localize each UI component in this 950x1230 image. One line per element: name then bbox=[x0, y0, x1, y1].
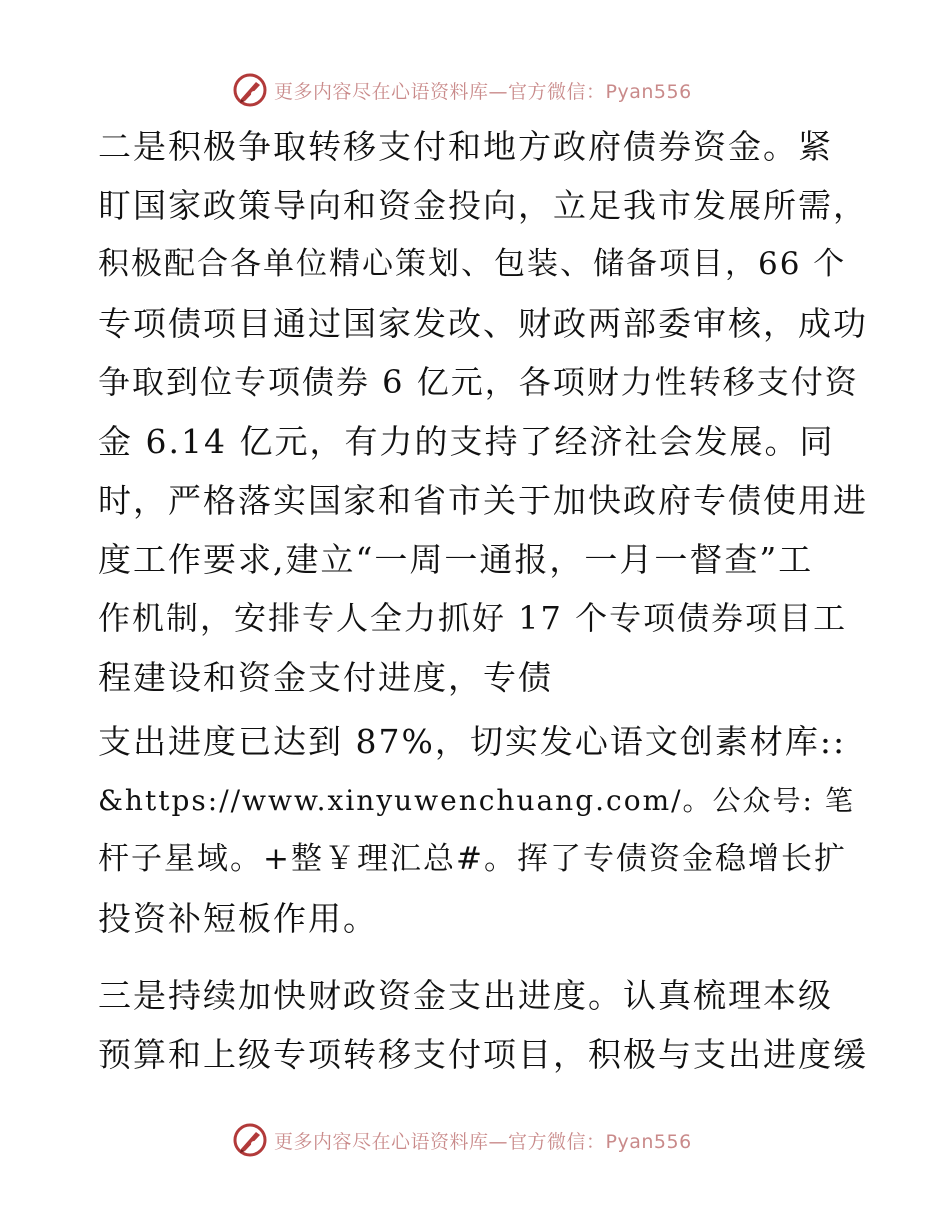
text-line: 盯国家政策导向和资金投向，立足我市发展所需， bbox=[98, 186, 868, 225]
text-line: 争取到位专项债券 6 亿元，各项财力性转移支付资 bbox=[98, 363, 859, 401]
text-line: 专项债项目通过国家发改、财政两部委审核，成功 bbox=[98, 304, 868, 343]
text-line: 支出进度已达到 87%，切实发心语文创素材库:: bbox=[98, 722, 847, 761]
text-line: 程建设和资金支付进度，专债 bbox=[98, 658, 553, 697]
text-line: 度工作要求,建立“一周一通报，一月一督查”工 bbox=[98, 540, 814, 579]
text-line: &https://www.xinyuwenchuang.com/。公众号: 笔 bbox=[98, 784, 855, 817]
header-watermark bbox=[232, 72, 692, 108]
text-line: 积极配合各单位精心策划、包装、储备项目，66 个 bbox=[98, 246, 847, 282]
pen-logo-icon bbox=[232, 1122, 268, 1158]
watermark-text: 更多内容尽在心语资料库—官方微信：Pyan556 bbox=[274, 1130, 692, 1153]
footer-watermark bbox=[232, 1122, 692, 1158]
paragraph-1 bbox=[98, 117, 868, 707]
text-line: 二是积极争取转移支付和地方政府债券资金。紧 bbox=[98, 127, 833, 166]
text-line: 时，严格落实国家和省市关于加快政府专债使用进 bbox=[98, 481, 868, 520]
text-line: 杆子星域。+整￥理汇总#。挥了专债资金稳增长扩 bbox=[98, 841, 847, 877]
text-line: 投资补短板作用。 bbox=[98, 899, 378, 938]
text-line: 作机制，安排专人全力抓好 17 个专项债券项目工 bbox=[98, 599, 848, 637]
watermark-text: 更多内容尽在心语资料库—官方微信：Pyan556 bbox=[274, 80, 692, 103]
paragraph-3 bbox=[98, 966, 868, 1084]
paragraph-2 bbox=[98, 712, 858, 948]
text-line: 金 6.14 亿元，有力的支持了经济社会发展。同 bbox=[98, 422, 835, 461]
text-line: 预算和上级专项转移支付项目，积极与支出进度缓 bbox=[98, 1035, 868, 1074]
pen-logo-icon bbox=[232, 72, 268, 108]
text-line: 三是持续加快财政资金支出进度。认真梳理本级 bbox=[98, 976, 833, 1015]
